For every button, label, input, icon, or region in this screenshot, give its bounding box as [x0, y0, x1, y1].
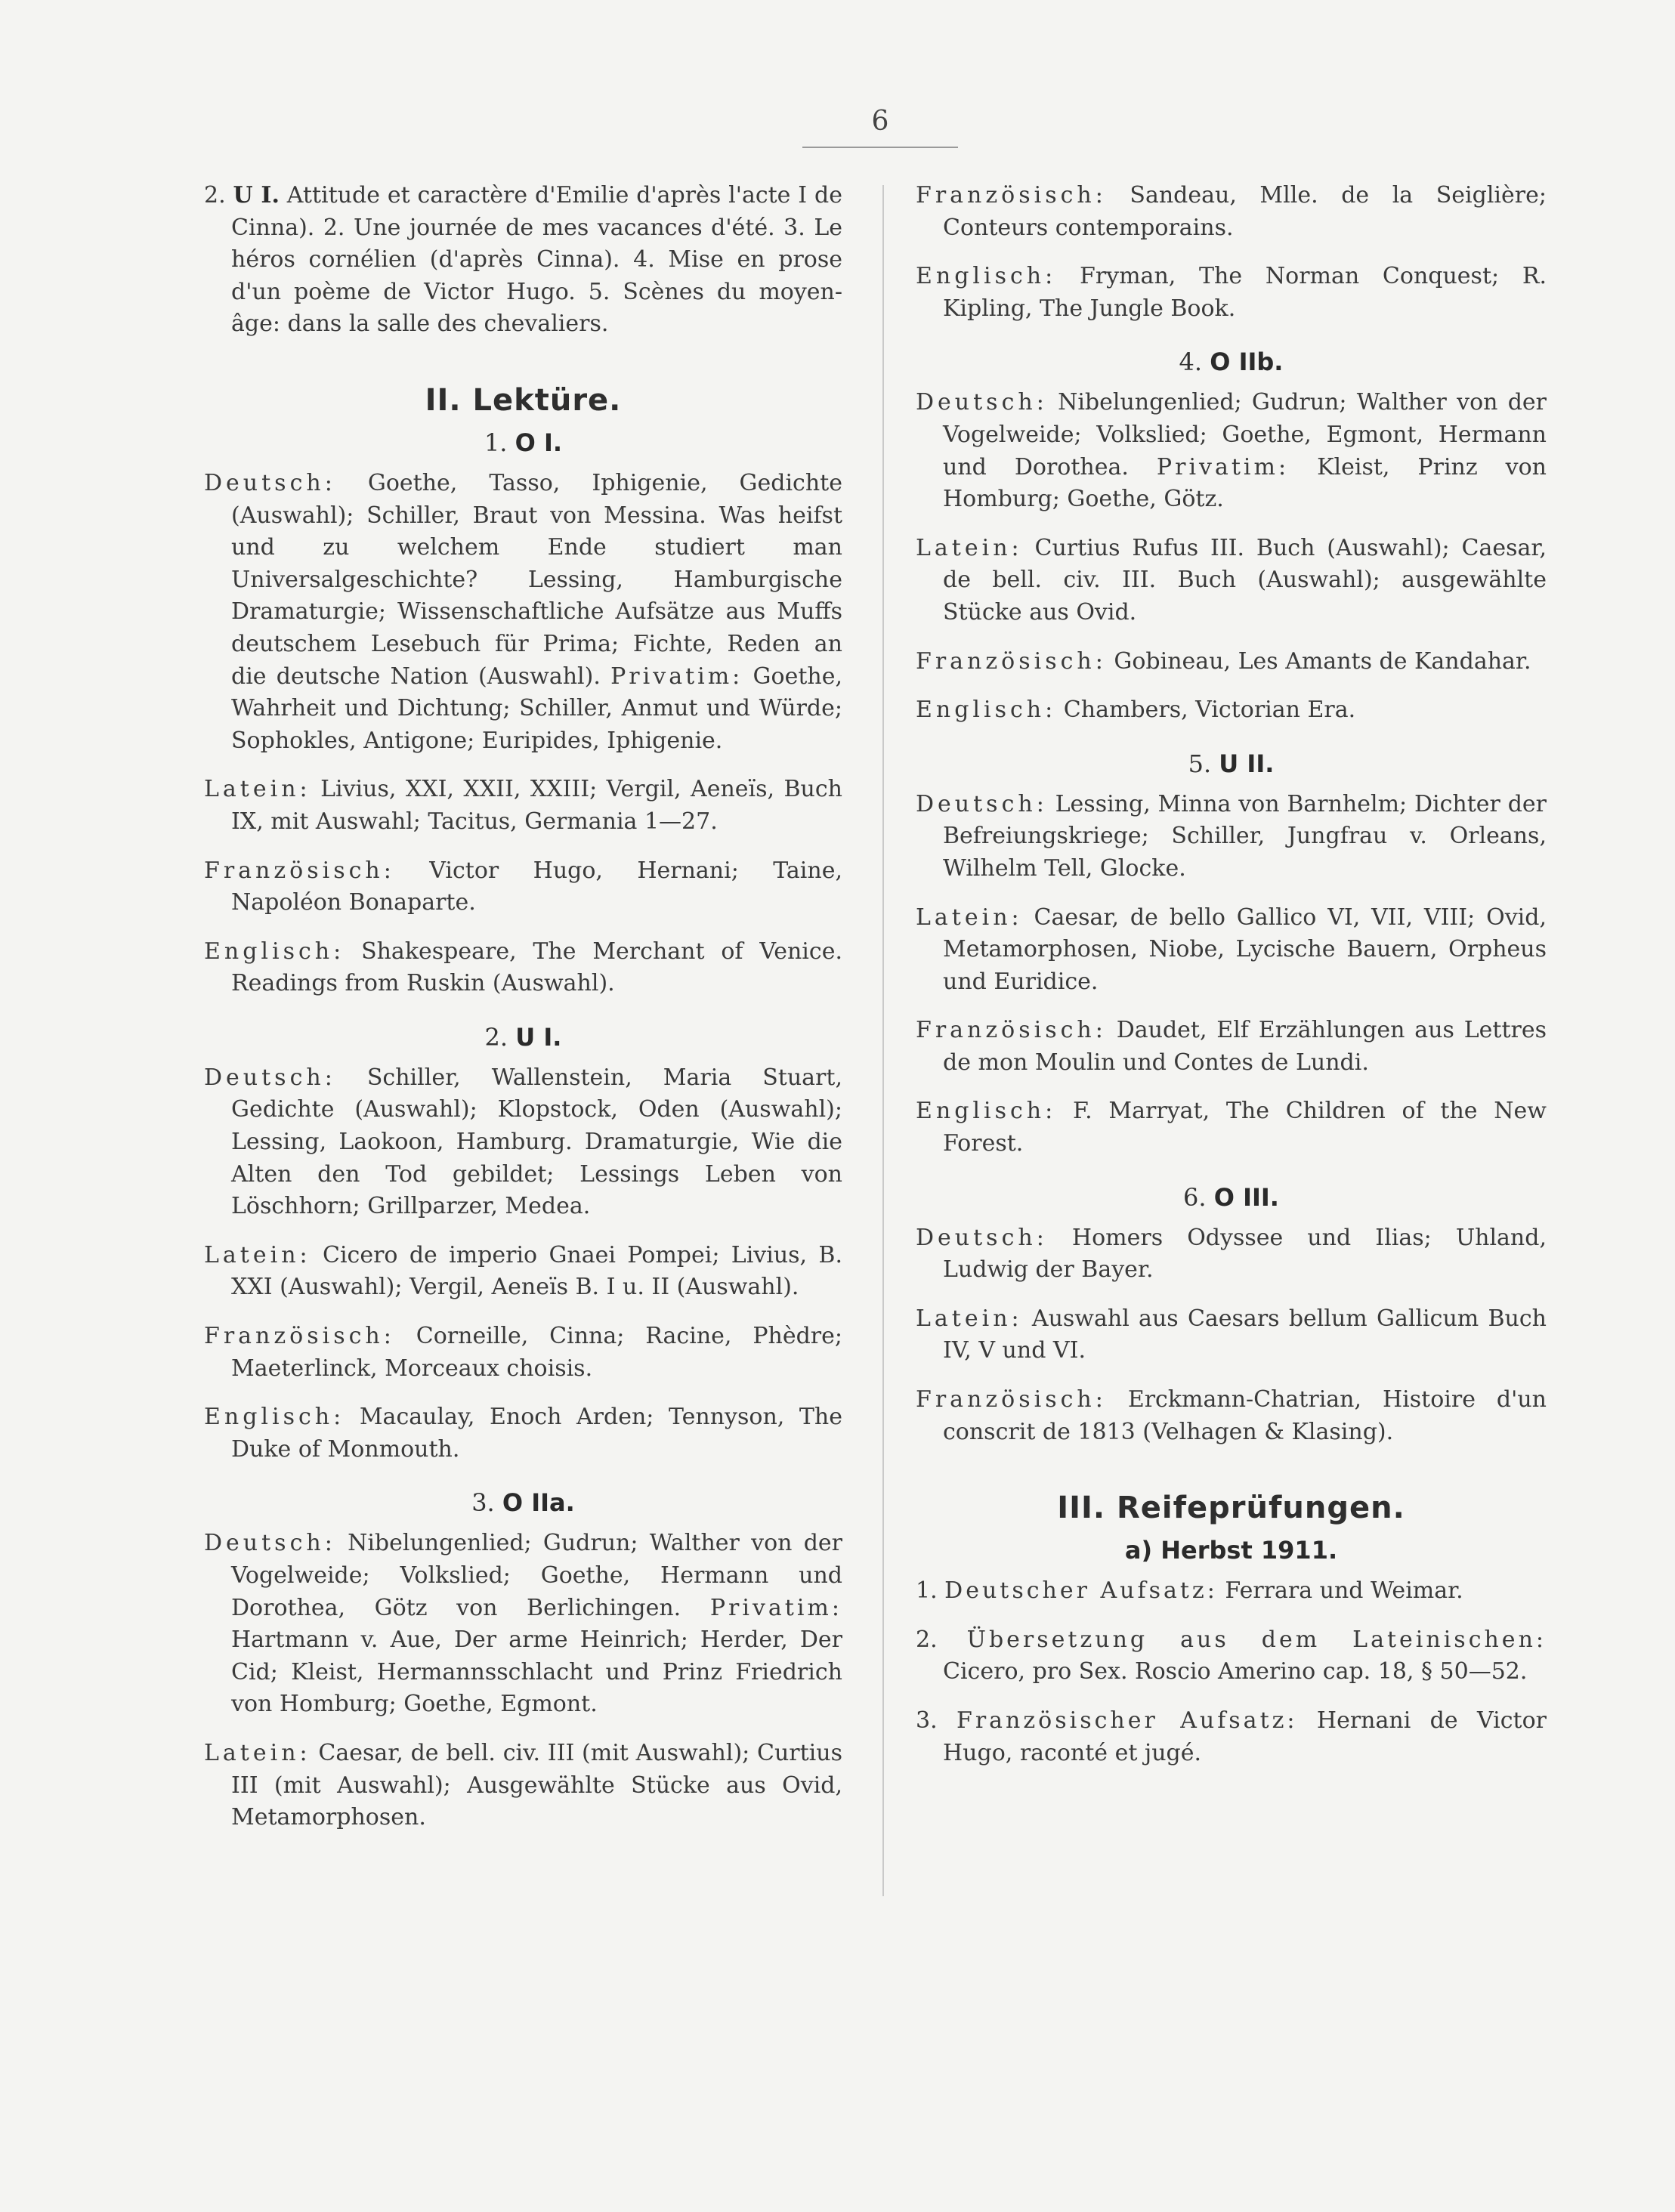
item-number: 2.: [204, 182, 226, 209]
subject-label: Französisch:: [916, 182, 1107, 209]
reading-text: Chambers, Victorian Era.: [1063, 697, 1356, 724]
subject-label: Deutsch:: [204, 1064, 336, 1091]
section-title-lektuere: II. Lektüre.: [425, 382, 622, 418]
reading-text: Victor Hugo, Hernani; Taine, Napoléon Bonaparte.: [231, 857, 842, 916]
reading-text: F. Marryat, The Children of the New Forest.: [943, 1098, 1547, 1157]
subject-label: Englisch:: [204, 938, 345, 965]
class-number: 1.: [484, 428, 508, 457]
reading-englisch: [204, 936, 842, 1000]
subject-label: Deutsch:: [916, 790, 1048, 817]
subject-label: Französisch:: [204, 857, 395, 884]
exam-item: [916, 1705, 1547, 1769]
subject-label: Französisch:: [916, 1386, 1107, 1413]
reading-latein: [204, 1240, 842, 1304]
class-number: 5.: [1188, 749, 1212, 778]
reading-deutsch: [916, 1222, 1547, 1287]
reading-text: Erckmann-Chatrian, Histoire d'un conscrit de 1813 (Velhagen & Klasing).: [943, 1386, 1547, 1445]
reading-text: Lessing, Minna von Barnhelm; Dichter der Befreiungskriege; Schiller, Jungfrau v. Orleans, Wilhelm Tell, Glocke.: [943, 790, 1547, 882]
reading-franzoesisch: [916, 180, 1547, 244]
exam-text: Hernani de Victor Hugo, raconté et jugé.: [943, 1707, 1547, 1766]
reading-franzoesisch: [916, 1015, 1547, 1079]
reading-englisch: [204, 1401, 842, 1466]
reading-text: Hartmann v. Aue, Der arme Heinrich; Herder, Der Cid; Kleist, Hermannsschlacht und Prinz Friedrich von Homburg; Goethe, Egmont.: [231, 1627, 842, 1718]
reading-englisch: [916, 694, 1547, 727]
subject-label: Latein:: [204, 776, 311, 803]
reading-text: Gobineau, Les Amants de Kandahar.: [1114, 647, 1531, 675]
subsection-title-herbst-1911: [916, 1536, 1547, 1565]
reading-latein: [916, 902, 1547, 999]
subject-label: Englisch:: [204, 1404, 345, 1431]
reading-text: Sandeau, Mlle. de la Seiglière; Conteurs contemporains.: [943, 182, 1547, 241]
reading-text: Macaulay, Enoch Arden; Tennyson, The Duke of Monmouth.: [231, 1404, 842, 1463]
class-label: O III.: [1213, 1182, 1279, 1212]
class-label: O I.: [515, 428, 563, 457]
subject-label: Latein:: [204, 1739, 311, 1766]
reading-text: Nibelungenlied; Gudrun; Walther von der Vogelweide; Volkslied; Goethe, Egmont, Hermann und Dorothea.: [943, 389, 1547, 480]
reading-text: Curtius Rufus III. Buch (Auswahl); Caesar, de bell. civ. III. Buch (Auswahl); ausgewählte Stücke aus Ovid.: [943, 534, 1547, 626]
reading-franzoesisch: [204, 855, 842, 919]
subject-label: Deutsch:: [204, 469, 336, 496]
reading-deutsch: [204, 1062, 842, 1223]
exam-label: Übersetzung aus dem Lateinischen:: [966, 1626, 1547, 1653]
class-label: U II.: [1219, 749, 1275, 778]
reading-englisch: [916, 1095, 1547, 1160]
reading-latein: [204, 1738, 842, 1834]
privatim-label: Privatim:: [709, 1594, 842, 1621]
exam-label: Französischer Aufsatz:: [956, 1707, 1298, 1734]
reading-latein: [916, 533, 1547, 629]
subject-label: Französisch:: [916, 1017, 1107, 1044]
reading-deutsch: [916, 789, 1547, 885]
left-column: [204, 180, 842, 1851]
exam-text: Cicero, pro Sex. Roscio Amerino cap. 18, § 50—52.: [943, 1658, 1528, 1685]
class-label: U I.: [515, 1022, 562, 1052]
subject-label: Französisch:: [204, 1323, 395, 1350]
reading-text: Livius, XXI, XXII, XXIII; Vergil, Aeneïs, Buch IX, mit Auswahl; Tacitus, Germania 1—27.: [231, 776, 842, 835]
class-heading-o2b: [916, 348, 1547, 376]
reading-text: Kleist, Prinz von Homburg; Goethe, Götz.: [943, 453, 1547, 513]
exam-text: Ferrara und Weimar.: [1225, 1577, 1463, 1605]
right-column: [916, 180, 1547, 1786]
exam-number: 2.: [916, 1626, 938, 1653]
reading-text: Schiller, Wallenstein, Maria Stuart, Gedichte (Auswahl); Klopstock, Oden (Auswahl); Lessing, Laokoon, Hamburg. Dramaturgie, Wie die Alten den Tod gebildet; Lessings Leben von Löschhorn; Grillparzer, Medea.: [231, 1064, 842, 1220]
class-number: 4.: [1179, 348, 1203, 377]
themes-text: Attitude et caractère d'Emilie d'après l'acte I de Cinna). 2. Une journée de mes vacances d'été. 3. Le héros cornélien (d'après Cinna). 4. Mise en prose d'un poème de Victor Hugo. 5. Scènes du moyen-âge: dans la salle des chevaliers.: [231, 182, 842, 338]
subject-label: Latein:: [916, 534, 1023, 561]
subject-label: Französisch:: [916, 647, 1107, 675]
reading-text: Shakespeare, The Merchant of Venice. Readings from Ruskin (Auswahl).: [231, 938, 842, 997]
column-divider: [882, 185, 884, 1896]
reading-franzoesisch: [916, 646, 1547, 678]
reading-text: Homers Odyssee und Ilias; Uhland, Ludwig der Bayer.: [943, 1224, 1547, 1284]
reading-latein: [204, 774, 842, 838]
reading-deutsch: [916, 387, 1547, 515]
exam-item: [916, 1624, 1547, 1688]
subsection-label: a) Herbst 1911.: [1124, 1536, 1338, 1565]
reading-englisch: [916, 261, 1547, 325]
reading-text: Cicero de imperio Gnaei Pompei; Livius, B. XXI (Auswahl); Vergil, Aeneïs B. I u. II (Auswahl).: [231, 1241, 842, 1301]
exam-item: [916, 1575, 1547, 1608]
header-rule: [802, 147, 958, 148]
class-label: U I.: [233, 182, 280, 209]
reading-latein: [916, 1303, 1547, 1367]
class-label: O IIa.: [502, 1488, 575, 1518]
reading-text: Caesar, de bello Gallico VI, VII, VIII; Ovid, Metamorphosen, Niobe, Lycische Bauern, Orpheus und Euridice.: [943, 904, 1547, 995]
reading-text: Daudet, Elf Erzählungen aus Lettres de mon Moulin und Contes de Lundi.: [943, 1017, 1547, 1076]
reading-deutsch: [204, 1528, 842, 1721]
reading-text: Caesar, de bell. civ. III (mit Auswahl); Curtius III (mit Auswahl); Ausgewählte Stücke aus Ovid, Metamorphosen.: [231, 1739, 842, 1831]
privatim-label: Privatim:: [1156, 453, 1290, 480]
reading-text: Goethe, Tasso, Iphigenie, Gedichte (Auswahl); Schiller, Braut von Messina. Was heifst und zu welchem Ende studiert man Universalgeschichte? Lessing, Hamburgische Dramaturgie; Wissenschaftliche Aufsätze aus Muffs deutschem Lesebuch für Prima; Fichte, Reden an die deutsche Nation (Auswahl).: [231, 469, 842, 690]
class-heading-u1: [204, 1023, 842, 1052]
subject-label: Deutsch:: [204, 1530, 336, 1557]
subject-label: Latein:: [204, 1241, 311, 1268]
subject-label: Englisch:: [916, 697, 1057, 724]
reading-text: Fryman, The Norman Conquest; R. Kipling, The Jungle Book.: [943, 263, 1547, 322]
class-heading-u2: [916, 749, 1547, 778]
class-heading-o3: [916, 1183, 1547, 1212]
exam-number: 1.: [916, 1577, 938, 1605]
reading-text: Corneille, Cinna; Racine, Phèdre; Maeterlinck, Morceaux choisis.: [231, 1323, 842, 1382]
subject-label: Latein:: [916, 904, 1023, 931]
essay-themes-paragraph: [204, 180, 842, 341]
subject-label: Latein:: [916, 1305, 1023, 1332]
reading-franzoesisch: [916, 1384, 1547, 1448]
reading-text: Goethe, Wahrheit und Dichtung; Schiller, Anmut und Würde; Sophokles, Antigone; Euripides, Iphigenie.: [231, 663, 842, 754]
reading-text: Nibelungenlied; Gudrun; Walther von der Vogelweide; Volkslied; Goethe, Hermann und Dorothea, Götz von Berlichingen.: [231, 1530, 842, 1621]
class-heading-o1: [204, 428, 842, 457]
class-label: O IIb.: [1210, 348, 1284, 377]
reading-franzoesisch: [204, 1321, 842, 1385]
class-heading-o2a: [204, 1488, 842, 1517]
subject-label: Deutsch:: [916, 389, 1048, 416]
section-title-reifepruefungen: III. Reifeprüfungen.: [1057, 1491, 1405, 1526]
page-number: 6: [871, 106, 889, 137]
class-number: 6.: [1183, 1182, 1207, 1212]
subject-label: Deutsch:: [916, 1224, 1048, 1251]
subject-label: Englisch:: [916, 263, 1057, 290]
class-number: 2.: [484, 1022, 508, 1052]
subject-label: Englisch:: [916, 1098, 1057, 1125]
reading-deutsch: [204, 468, 842, 757]
class-number: 3.: [471, 1488, 495, 1518]
exam-number: 3.: [916, 1707, 938, 1734]
exam-label: Deutscher Aufsatz:: [944, 1577, 1218, 1605]
privatim-label: Privatim:: [610, 663, 743, 690]
reading-text: Auswahl aus Caesars bellum Gallicum Buch IV, V und VI.: [943, 1305, 1547, 1364]
